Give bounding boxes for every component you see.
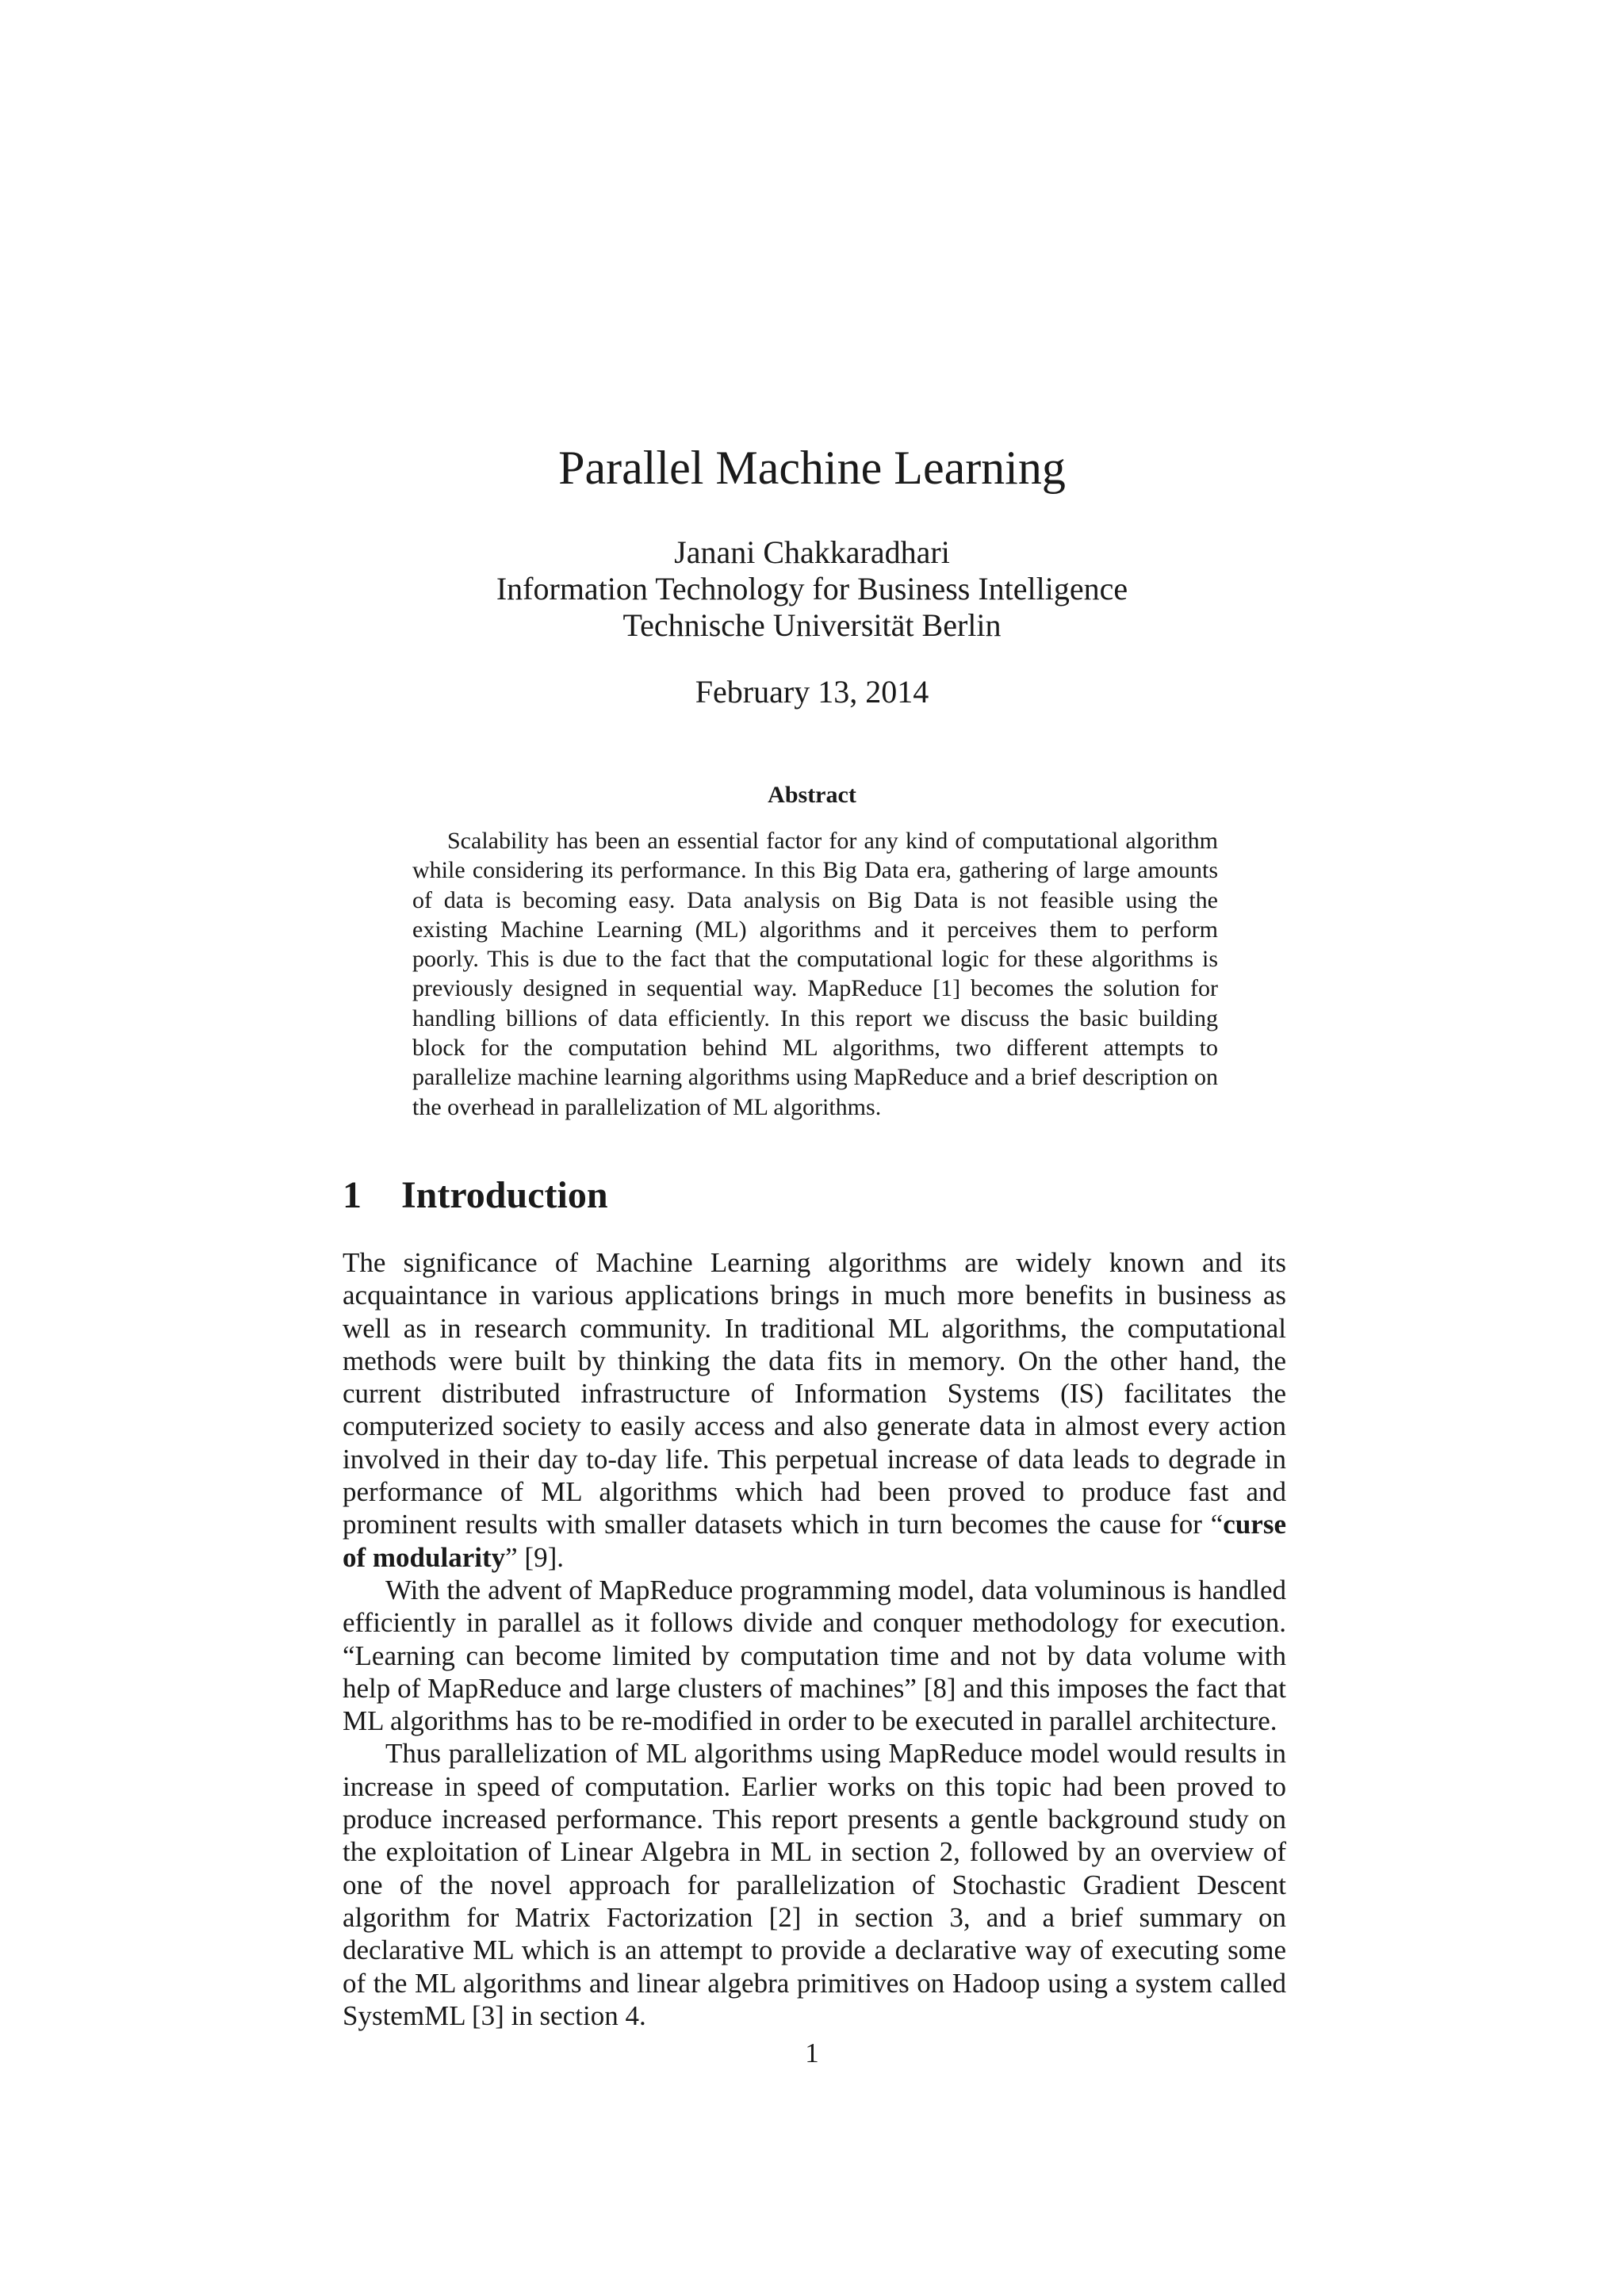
intro-paragraph-2: With the advent of MapReduce programming model, data voluminous is handled efficiently in parallel as it follows divide and conquer methodology for execution. “Learning can become limited by computation time and not by data volume with help of MapReduce and large clusters of machines” [8] and this imposes the fact that ML algorithms has to be re-modified in order to be executed in parallel architecture. — [343, 1574, 1286, 1737]
intro-p1-text: The significance of Machine Learning algorithms are widely known and its acquaintance in various applications brings in much more benefits in business as well as in research community. In traditional ML algorithms, the computational methods were built by thinking the data fits in memory. On the other hand, the current distributed infrastructure of Information Systems (IS) facilitates the computerized society to easily access and also generate data in almost every action involved in their day to-day life. This perpetual increase of data leads to degrade in performance of ML algorithms which had been proved to produce fast and prominent results with smaller datasets which in turn becomes the cause for “ — [343, 1247, 1286, 1540]
author-block — [0, 534, 1624, 644]
paper-date: February 13, 2014 — [695, 674, 929, 710]
intro-paragraph-3: Thus parallelization of ML algorithms using MapReduce model would results in increase in speed of computation. Earlier works on this topic had been proved to produce increased performance. This report presents a gentle background study on the exploitation of Linear Algebra in ML in section 2, followed by an overview of one of the novel approach for parallelization of Stochastic Gradient Descent algorithm for Matrix Factorization [2] in section 3, and a brief summary on declarative ML which is an attempt to provide a declarative way of executing some of the ML algorithms and linear algebra primitives on Hadoop using a system called SystemML [3] in section 4. — [343, 1738, 1286, 2031]
affiliation-line-2: Technische Universität Berlin — [622, 607, 1002, 643]
affiliation-line-1: Information Technology for Business Intelligence — [496, 571, 1128, 607]
intro-p1-bold-term: curse of modularity — [343, 1509, 1286, 1573]
intro-p1-citation: ” [9]. — [505, 1541, 564, 1573]
abstract-heading: Abstract — [768, 782, 856, 808]
section-title: Introduction — [401, 1174, 608, 1216]
author-name: Janani Chakkaradhari — [674, 534, 950, 570]
introduction-body — [343, 1246, 1286, 2032]
section-heading — [343, 1173, 608, 1218]
section-number: 1 — [343, 1174, 362, 1216]
paper-title: Parallel Machine Learning — [558, 442, 1066, 494]
intro-paragraph-1 — [343, 1246, 1286, 1574]
abstract-text: Scalability has been an essential factor for any kind of computational algorithm while considering its performance. In this Big Data era, gathering of large amounts of data is becoming easy. Data analysis on Big Data is not feasible using the existing Machine Learning (ML) algorithms and it perceives them to perform poorly. This is due to the fact that the computational logic for these algorithms is previously designed in sequential way. MapReduce [1] becomes the solution for handling billions of data efficiently. In this report we discuss the basic building block for the computation behind ML algorithms, two different attempts to parallelize machine learning algorithms using MapReduce and a brief description on the overhead in parallelization of ML algorithms. — [412, 828, 1218, 1120]
page-number: 1 — [805, 2038, 819, 2068]
